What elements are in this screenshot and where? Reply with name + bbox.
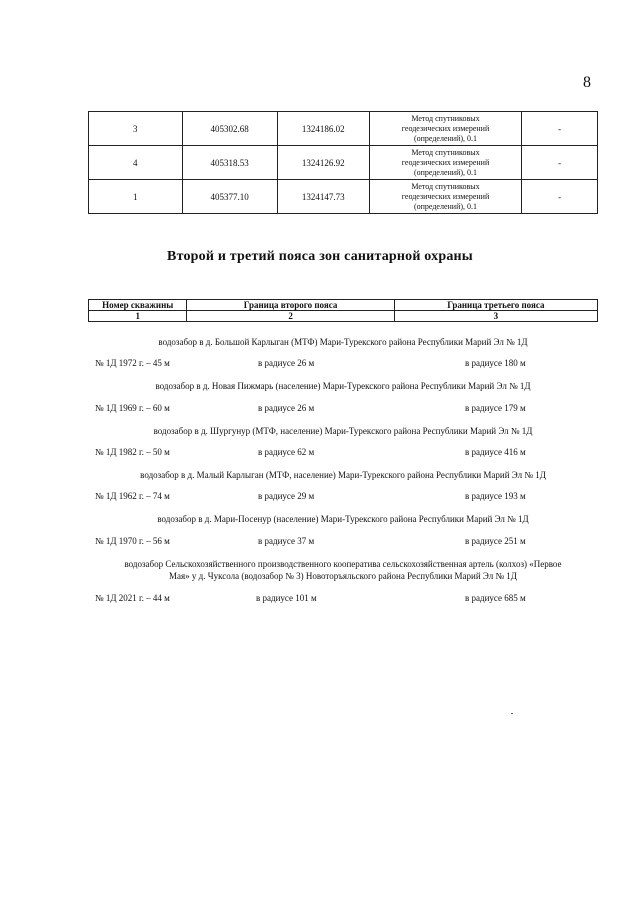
- water-intake-title: [88, 513, 598, 525]
- x-coordinate-cell: 405318.53: [182, 146, 277, 180]
- method-line: геодезических измерений: [401, 123, 490, 133]
- water-intake-title-line: водозабор в д. Шургунур (МТФ, население) Мари-Турекского района Республики Марий Эл № 1Д: [153, 426, 533, 436]
- method-line: Метод спутниковых: [411, 113, 480, 123]
- method-cell: [369, 112, 521, 146]
- header-row: [89, 300, 598, 311]
- column-number-row: [89, 311, 598, 322]
- well-row: [0, 358, 640, 370]
- zone3-radius: в радиусе 193 м: [465, 491, 526, 501]
- y-coordinate-cell: 1324147.73: [277, 180, 369, 214]
- well-number: № 1Д 1972 г. – 45 м: [95, 358, 170, 368]
- error-cell: -: [522, 146, 598, 180]
- well-number: № 1Д 1969 г. – 60 м: [95, 403, 170, 413]
- method-line: Метод спутниковых: [411, 181, 480, 191]
- water-intake-title-line: водозабор Сельскохозяйственного производственного кооператива сельскохозяйственная артель (колхоз) «Первое: [124, 559, 562, 569]
- method-cell: [369, 146, 521, 180]
- well-number: № 1Д 1970 г. – 56 м: [95, 536, 170, 546]
- method-line: (определений), 0.1: [413, 167, 478, 177]
- zone3-radius: в радиусе 251 м: [465, 536, 526, 546]
- well-row: [0, 593, 640, 605]
- column-header-zone2: Граница второго пояса: [187, 300, 394, 311]
- zone3-radius: в радиусе 179 м: [465, 403, 526, 413]
- water-intake-title-line: Мая» у д. Чуксола (водозабор № 3) Новоторъяльского района Республики Марий Эл № 1Д: [169, 571, 517, 581]
- x-coordinate-cell: 405302.68: [182, 112, 277, 146]
- well-row: [0, 447, 640, 459]
- column-header-zone3: Граница третьего пояса: [394, 300, 597, 311]
- well-row: [0, 536, 640, 548]
- method-line: (определений), 0.1: [413, 201, 478, 211]
- x-coordinate-cell: 405377.10: [182, 180, 277, 214]
- zone2-radius: в радиусе 62 м: [258, 447, 315, 457]
- column-number: 3: [394, 311, 597, 322]
- method-cell: [369, 180, 521, 214]
- zone2-radius: в радиусе 37 м: [258, 536, 315, 546]
- water-intake-title: [88, 336, 598, 348]
- column-number: 2: [187, 311, 394, 322]
- y-coordinate-cell: 1324126.92: [277, 146, 369, 180]
- water-intake-title-line: водозабор в д. Большой Карлыган (МТФ) Мари-Турекского района Республики Марий Эл № 1Д: [158, 337, 528, 347]
- water-intake-title-line: водозабор в д. Новая Пижмарь (население) Мари-Турекского района Республики Марий Эл № 1Д: [155, 381, 531, 391]
- section-title: Второй и третий пояса зон санитарной охраны: [167, 249, 473, 264]
- water-intake-title: [88, 380, 598, 392]
- point-number-cell: 3: [89, 112, 183, 146]
- zone2-radius: в радиусе 26 м: [258, 403, 315, 413]
- well-number: № 1Д 1982 г. – 50 м: [95, 447, 170, 457]
- method-line: Метод спутниковых: [411, 147, 480, 157]
- well-row: [0, 403, 640, 415]
- scan-speck: [511, 713, 513, 714]
- method-line: геодезических измерений: [401, 191, 490, 201]
- method-line: геодезических измерений: [401, 157, 490, 167]
- zone2-radius: в радиусе 29 м: [258, 491, 315, 501]
- point-number-cell: 4: [89, 146, 183, 180]
- error-cell: -: [522, 180, 598, 214]
- y-coordinate-cell: 1324186.02: [277, 112, 369, 146]
- table-row: [89, 146, 598, 180]
- point-number-cell: 1: [89, 180, 183, 214]
- table-row: [89, 112, 598, 146]
- error-cell: -: [522, 112, 598, 146]
- zone3-radius: в радиусе 416 м: [465, 447, 526, 457]
- well-row: [0, 491, 640, 503]
- zone3-radius: в радиусе 685 м: [465, 593, 526, 603]
- well-number: № 1Д 1962 г. – 74 м: [95, 491, 170, 501]
- water-intake-title: [88, 469, 598, 481]
- water-intake-title-line: водозабор в д. Мари-Посенур (население) Мари-Турекского района Республики Марий Эл № 1Д: [157, 514, 529, 524]
- water-intake-title: [88, 425, 598, 437]
- zone3-radius: в радиусе 180 м: [465, 358, 526, 368]
- coordinates-table: [88, 111, 598, 214]
- column-number: 1: [89, 311, 187, 322]
- zone2-radius: в радиусе 26 м: [258, 358, 315, 368]
- water-intake-title: [88, 558, 598, 582]
- table-row: [89, 180, 598, 214]
- water-intake-title-line: водозабор в д. Малый Карлыган (МТФ, население) Мари-Турекского района Республики Марий Эл № 1Д: [140, 470, 546, 480]
- method-line: (определений), 0.1: [413, 133, 478, 143]
- column-header-well: Номер скважины: [89, 300, 187, 311]
- page-number: 8: [583, 74, 591, 91]
- well-number: № 1Д 2021 г. – 44 м: [95, 593, 170, 603]
- zone2-radius: в радиусе 101 м: [256, 593, 317, 603]
- zones-table-header: [88, 299, 598, 322]
